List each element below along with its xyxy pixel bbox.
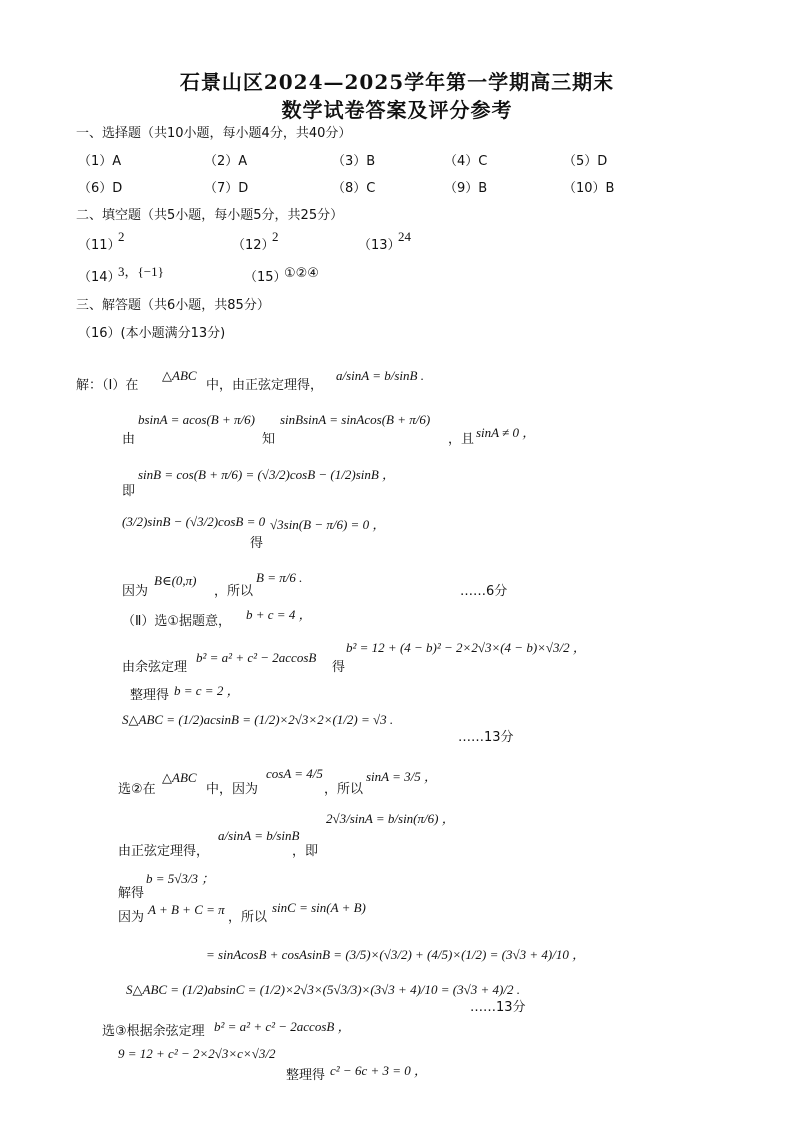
sol-l16-formula: b² = a² + c² − 2accosB ，: [214, 1019, 351, 1034]
sol-l11-prefix: 由正弦定理得，: [118, 844, 210, 859]
sol-l7-mid: 得: [332, 660, 346, 675]
sol-l4-formula1: (3/2)sinB − (√3/2)cosB = 0: [122, 514, 266, 529]
sol-l1-mid: 中，由正弦定理得，: [206, 378, 324, 393]
sol-l7-formula1: b² = a² + c² − 2accosB: [196, 650, 317, 665]
answer-9: （9）B: [444, 181, 488, 196]
sol-l15-formula: S△ABC = (1/2)absinC = (1/2)×2√3×(5√3/3)×(3√3 + 4)/10 = (3√3 + 4)/2 .: [126, 982, 520, 997]
q14-value: 3，{−1}: [118, 264, 164, 279]
part3-heading: 三、解答题（共6小题，共85分）: [76, 298, 270, 313]
sol-l12-formula: b = 5√3/3 ；: [146, 871, 215, 886]
sol-l10-prefix: 选②在: [118, 782, 156, 797]
sol-l7-formula2: b² = 12 + (4 − b)² − 2×2√3×(4 − b)×√3/2 ，: [346, 640, 586, 655]
sol-l11-mid: ，即: [292, 844, 319, 859]
sol-l2-mid: 知: [262, 432, 276, 447]
sol-l4-formula2: √3sin(B − π/6) = 0 ，: [270, 517, 386, 532]
sol-l4-mid: 得: [250, 536, 264, 551]
sol-l11-formula1: a/sinA = b/sinB: [218, 828, 300, 843]
sol-l10-triangle: △ABC: [162, 770, 197, 785]
q13-label: （13）: [358, 238, 401, 253]
q12-value: 2: [272, 229, 279, 244]
sol-l2-formula3: sinA ≠ 0 ，: [476, 425, 536, 440]
sol-l17-mid: 整理得: [286, 1068, 326, 1083]
sol-l2-formula2: sinBsinA = sinAcos(B + π/6): [280, 412, 431, 427]
sol-l8-formula: b = c = 2 ，: [174, 683, 240, 698]
sol-l10-formula1: cosA = 4/5: [266, 766, 323, 781]
answer-10: （10）B: [563, 181, 615, 196]
q15-value: ①②④: [284, 266, 319, 281]
sol-l11-formula2: 2√3/sinA = b/sin(π/6) ，: [326, 811, 455, 826]
sol-l3-formula: sinB = cos(B + π/6) = (√3/2)cosB − (1/2)sinB ，: [138, 467, 396, 482]
answer-5: （5）D: [563, 154, 608, 169]
sol-l13-formula1: A + B + C = π: [148, 902, 225, 917]
sol-l5-formula1: B∈(0,π): [154, 573, 197, 588]
sol-l2-mid2: ，且: [448, 432, 475, 447]
sol-l1-prefix: 解：（Ⅰ）在: [76, 378, 139, 393]
sol-l13-prefix: 因为: [118, 910, 145, 925]
sol-l1-triangle: △ABC: [162, 368, 197, 383]
q16-heading: （16）(本小题满分13分): [78, 326, 226, 341]
q14-label: （14）: [78, 270, 121, 285]
sol-l1-formula: a/sinA = b/sinB .: [336, 368, 424, 383]
sol-l10-mid: 中，因为: [206, 782, 259, 797]
sol-l5-formula2: B = π/6 .: [256, 570, 303, 585]
part2-heading: 二、填空题（共5小题，每小题5分，共25分）: [76, 208, 344, 223]
sol-l10-formula2: sinA = 3/5 ，: [366, 769, 438, 784]
sol-l2-formula1: bsinA = acos(B + π/6): [138, 412, 255, 427]
sol-l14-formula: = sinAcosB + cosAsinB = (3/5)×(√3/2) + (4/5)×(1/2) = (3√3 + 4)/10 ，: [206, 947, 586, 962]
score-13-b: ……13分: [470, 1000, 526, 1015]
sol-l5-prefix: 因为: [122, 584, 149, 599]
part1-heading: 一、选择题（共10小题，每小题4分，共40分）: [76, 126, 352, 141]
sol-l13-formula2: sinC = sin(A + B): [272, 900, 366, 915]
answer-6: （6）D: [78, 181, 123, 196]
doc-title-line1: 石景山区2024—2025学年第一学期高三期末: [179, 70, 615, 94]
sol-l9-formula: S△ABC = (1/2)acsinB = (1/2)×2√3×2×(1/2) = √3 .: [122, 712, 394, 727]
sol-l16-prefix: 选③根据余弦定理: [102, 1024, 205, 1039]
sol-l7-prefix: 由余弦定理: [122, 660, 188, 675]
sol-l8-prefix: 整理得: [130, 688, 170, 703]
doc-title-line2: 数学试卷答案及评分参考: [281, 98, 513, 122]
answer-8: （8）C: [332, 181, 376, 196]
score-13-a: ……13分: [458, 730, 514, 745]
sol-l6-prefix: （Ⅱ）选①据题意，: [122, 614, 232, 629]
q12-label: （12）: [232, 238, 275, 253]
sol-l3-prefix: 即: [122, 484, 136, 499]
sol-l5-mid: ，所以: [214, 584, 254, 599]
q11-value: 2: [118, 229, 125, 244]
answer-4: （4）C: [444, 154, 488, 169]
sol-l12-prefix: 解得: [118, 886, 145, 901]
answer-3: （3）B: [332, 154, 376, 169]
q15-label: （15）: [244, 270, 287, 285]
answer-2: （2）A: [204, 154, 248, 169]
q11-label: （11）: [78, 238, 121, 253]
answer-1: （1）A: [78, 154, 122, 169]
answer-7: （7）D: [204, 181, 249, 196]
sol-l10-mid2: ，所以: [324, 782, 364, 797]
sol-l17-formula2: c² − 6c + 3 = 0 ，: [330, 1063, 428, 1078]
sol-l6-formula: b + c = 4 ，: [246, 607, 312, 622]
q13-value: 24: [398, 229, 411, 244]
sol-l2-prefix: 由: [122, 432, 136, 447]
sol-l17-formula1: 9 = 12 + c² − 2×2√3×c×√3/2: [118, 1046, 276, 1061]
sol-l13-mid: ，所以: [228, 910, 268, 925]
score-6: ……6分: [460, 584, 508, 599]
